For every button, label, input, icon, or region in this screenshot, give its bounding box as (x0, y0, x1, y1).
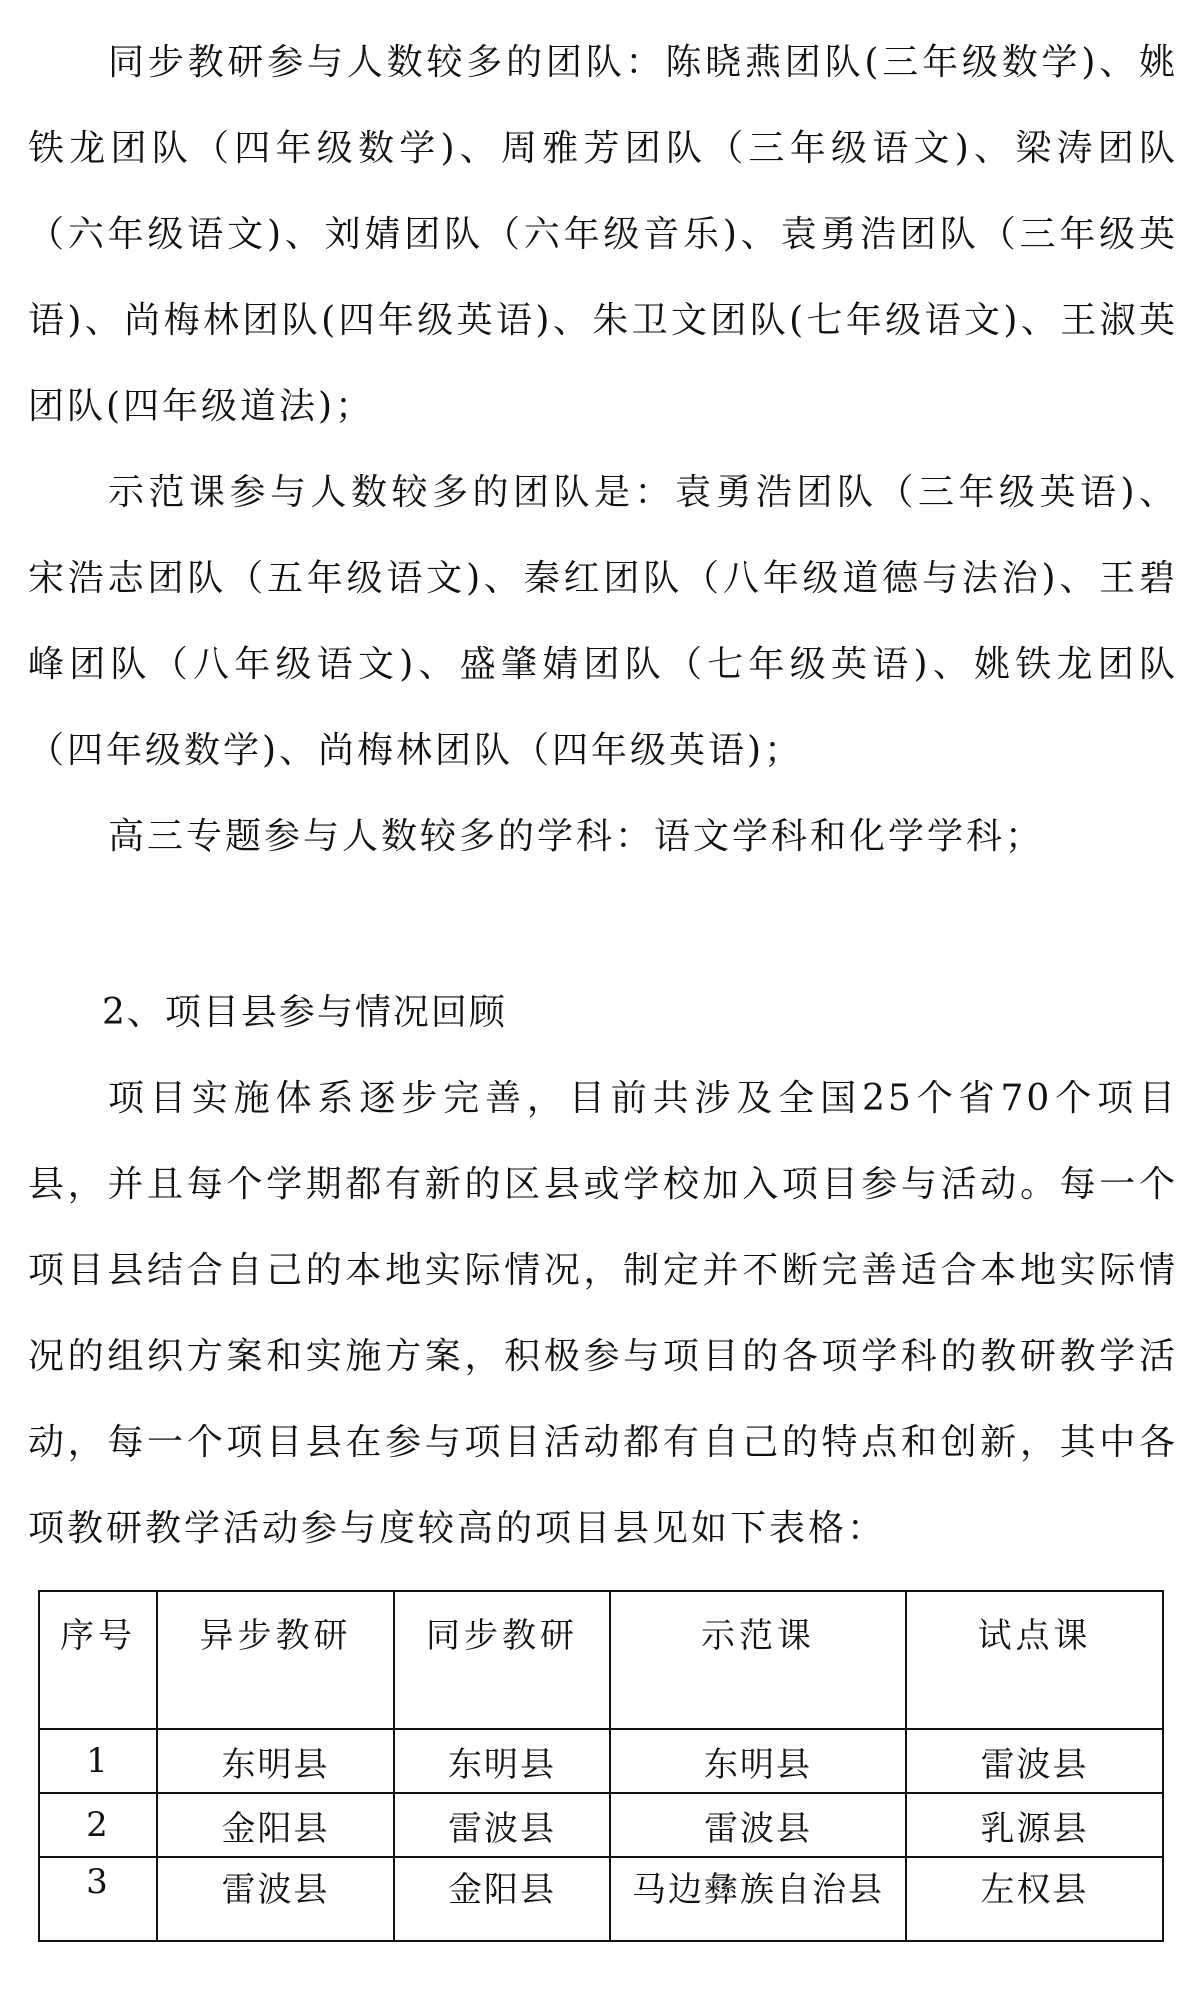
section-spacer (28, 880, 1178, 970)
table-cell: 2 (39, 1793, 157, 1857)
header-pilot-class: 试点课 (906, 1591, 1163, 1729)
table-cell: 马边彝族自治县 (610, 1857, 906, 1941)
table-cell: 东明县 (610, 1729, 906, 1793)
header-index: 序号 (39, 1591, 157, 1729)
paragraph-sync-research: 同步教研参与人数较多的团队：陈晓燕团队(三年级数学)、姚铁龙团队（四年级数学)、周雅芳团队（三年级语文)、梁涛团队（六年级语文)、刘婧团队（六年级音乐)、袁勇浩团队（三年级英语)、尚梅林团队(四年级英语)、朱卫文团队(七年级语文)、王淑英团队(四年级道法)； (28, 42, 1178, 427)
table-row (39, 1857, 1163, 1941)
table-cell: 雷波县 (906, 1729, 1163, 1793)
header-async-research: 异步教研 (157, 1591, 394, 1729)
header-sync-research: 同步教研 (394, 1591, 610, 1729)
table-cell: 金阳县 (394, 1857, 610, 1941)
header-demo-class: 示范课 (610, 1591, 906, 1729)
section-heading: 2、项目县参与情况回顾 (102, 992, 507, 1033)
table-cell: 金阳县 (157, 1793, 394, 1857)
section-body: 项目实施体系逐步完善，目前共涉及全国25个省70个项目县，并且每个学期都有新的区县或学校加入项目参与活动。每一个项目县结合自己的本地实际情况，制定并不断完善适合本地实际情况的组织方案和实施方案，积极参与项目的各项学科的教研教学活动，每一个项目县在参与项目活动都有自己的特点和创新，其中各项教研教学活动参与度较高的项目县见如下表格： (28, 1078, 1178, 1549)
table-cell: 乳源县 (906, 1793, 1163, 1857)
paragraph-demo-class: 示范课参与人数较多的团队是：袁勇浩团队（三年级英语)、宋浩志团队（五年级语文)、秦红团队（八年级道德与法治)、王碧峰团队（八年级语文)、盛肇婧团队（七年级英语)、姚铁龙团队（四年级数学)、尚梅林团队（四年级英语)； (28, 472, 1178, 771)
table-header-row (39, 1591, 1163, 1729)
table-cell: 3 (39, 1857, 157, 1941)
table-cell: 左权县 (906, 1857, 1163, 1941)
table-cell: 东明县 (394, 1729, 610, 1793)
table-row (39, 1729, 1163, 1793)
paragraph-senior-three: 高三专题参与人数较多的学科：语文学科和化学学科； (108, 816, 1045, 857)
table-cell: 雷波县 (394, 1793, 610, 1857)
table-cell: 1 (39, 1729, 157, 1793)
table-cell: 东明县 (157, 1729, 394, 1793)
county-participation-table (38, 1590, 1164, 1942)
table-row (39, 1793, 1163, 1857)
table-cell: 雷波县 (157, 1857, 394, 1941)
document-page (28, 20, 1178, 1572)
table-cell: 雷波县 (610, 1793, 906, 1857)
